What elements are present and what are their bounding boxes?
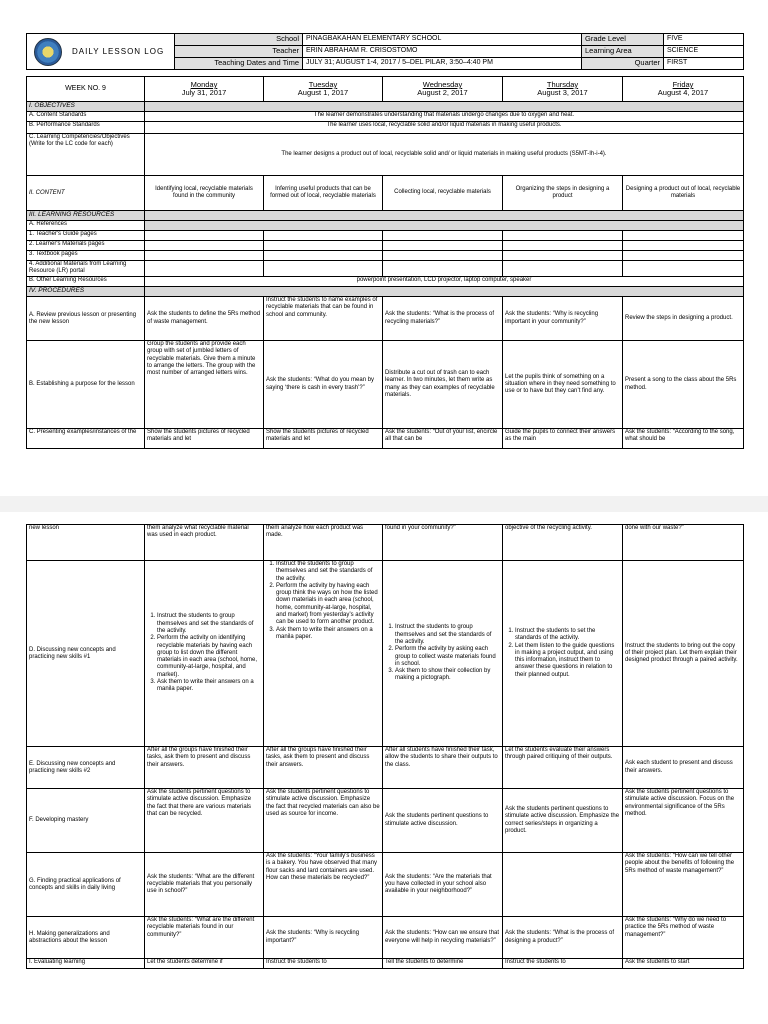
proc-c-mon-p2: them analyze what recyclable material was used in each product. (145, 525, 264, 561)
proc-d-tue-step: 1. Instruct the students to group themselves and set the standards of the activity. (276, 561, 380, 583)
proc-c-label: C. Presenting examples/instances of the (27, 429, 145, 449)
dates-label: Teaching Dates and Time (175, 58, 303, 70)
tb-label: 3. Textbook pages (27, 251, 145, 261)
competencies-label: C. Learning Competencies/Objectives (Write for the LC code for each) (27, 134, 145, 176)
resources-label: III. LEARNING RESOURCES (27, 211, 145, 221)
quarter-label: Quarter (582, 58, 664, 70)
proc-d-mon-step: 1. Instruct the students to group themselves and set the standards of the activity. (157, 613, 261, 635)
procedures-label: IV. PROCEDURES (27, 287, 145, 297)
proc-h-mon: Ask the students: “What are the different recyclable materials found in our community?” (145, 917, 264, 959)
proc-h-label: H. Making generalizations and abstractions about the lesson (27, 917, 145, 959)
day-head-tue: Tuesday August 1, 2017 (264, 77, 383, 102)
proc-d-tue (264, 561, 383, 747)
proc-d-thu-step: 2. Let them listen to the guide questions in making a project output, and using this information, instruct them to answer these questions in relation to their planned output. (515, 643, 620, 679)
proc-b-mon: Group the students and provide each group with set of jumbled letters of recyclable materials. Give them a minute to arrange the letters. The group with the most number of arranged letters wins. (145, 341, 264, 429)
proc-c-tue-p2: them analyze how each product was made. (264, 525, 383, 561)
proc-a-wed: Ask the students: “What is the process of recycling materials?” (383, 297, 503, 341)
proc-d-wed-step: 1. Instruct the students to group themselves and set the standards of the activity. (395, 624, 500, 646)
proc-c-wed-p1: Ask the students: “Out of your list, encircle all that can be (383, 429, 503, 449)
other-resources-label: B. Other Learning Resources (27, 277, 145, 287)
content-mon: Identifying local, recyclable materials found in the community (145, 176, 264, 211)
proc-d-thu (503, 561, 623, 747)
proc-c-tue-p1: Show the students pictures of recycled materials and let (264, 429, 383, 449)
proc-a-label: A. Review previous lesson or presenting the new lesson (27, 297, 145, 341)
page-title: DAILY LESSON LOG (72, 46, 165, 56)
proc-b-wed: Distribute a cut out of trash can to each learner. In two minutes, let them write as many as they can examples of recyclable materials. (383, 341, 503, 429)
day-head-wed: Wednesday August 2, 2017 (383, 77, 503, 102)
grade-label: Grade Level (582, 34, 664, 46)
content-fri: Designing a product out of local, recyclable materials (623, 176, 744, 211)
proc-i-wed: Tell the students to determine (383, 959, 503, 969)
proc-c-label-cont: new lesson (27, 525, 145, 561)
lm-label: 2. Learner's Materials pages (27, 241, 145, 251)
page-2 (0, 512, 768, 1024)
proc-i-thu: Instruct the students to (503, 959, 623, 969)
proc-c-fri-p1: Ask the students: “According to the song, what should be (623, 429, 744, 449)
proc-h-wed: Ask the students: “How can we ensure that everyone will help in recycling materials?” (383, 917, 503, 959)
week-label: WEEK NO. 9 (27, 77, 145, 102)
proc-c-mon-p1: Show the students pictures of recycled materials and let (145, 429, 264, 449)
proc-f-label: F. Developing mastery (27, 789, 145, 853)
school-value: PINAGBAKAHAN ELEMENTARY SCHOOL (303, 34, 582, 46)
quarter-value: FIRST (664, 58, 744, 70)
header-table (26, 33, 744, 70)
page-gap (0, 496, 768, 512)
proc-g-mon: Ask the students: “What are the different recyclable materials that you personally use in school?” (145, 853, 264, 917)
lr-label: 4. Additional Materials from Learning Resource (LR) portal (27, 261, 145, 277)
proc-d-mon-step: 3. Ask them to write their answers on a manila paper. (157, 679, 261, 694)
lesson-table-p2 (26, 524, 744, 969)
logo-cell (27, 34, 175, 70)
proc-d-tue-step: 2. Perform the activity by having each group think the ways on how the listed down materials in each area (school, home, community-at-large, hospital, and market) from yesterday’s activity can be used to form another product. (276, 583, 380, 627)
proc-h-fri: Ask the students: “Why do we need to practice the 5Rs method of waste management?” (623, 917, 744, 959)
school-label: School (175, 34, 303, 46)
proc-c-thu-p1: Guide the pupils to connect their answers as the main (503, 429, 623, 449)
deped-seal-icon (34, 38, 62, 66)
content-standards-value: The learner demonstrates understanding that materials undergo changes due to oxygen and heat. (145, 112, 744, 122)
proc-c-thu-p2: objective of the recycling activity. (503, 525, 623, 561)
performance-standards-label: B. Performance Standards (27, 122, 145, 134)
proc-a-mon: Ask the students to define the 5Rs method of waste management. (145, 297, 264, 341)
proc-f-thu: Ask the students pertinent questions to stimulate active discussion. Emphasize the correct series/steps in organizing a product. (503, 789, 623, 853)
proc-f-wed: Ask the students pertinent questions to stimulate active discussion. (383, 789, 503, 853)
teacher-value: ERIN ABRAHAM R. CRISOSTOMO (303, 46, 582, 58)
objectives-shade (145, 102, 744, 112)
day-head-mon: Monday July 31, 2017 (145, 77, 264, 102)
proc-b-thu: Let the pupils think of something on a situation where in they need something to use or to have but they can’t find any. (503, 341, 623, 429)
proc-c-wed-p2: found in your community?” (383, 525, 503, 561)
proc-e-wed: After all students have finished their task, allow the students to share their outputs to the class. (383, 747, 503, 789)
lesson-table-p1 (26, 76, 744, 449)
proc-d-mon (145, 561, 264, 747)
tg-label: 1. Teacher's Guide pages (27, 231, 145, 241)
resources-shade (145, 211, 744, 221)
proc-h-thu: Ask the students: “What is the process of designing a product?” (503, 917, 623, 959)
proc-b-fri: Present a song to the class about the 5Rs method. (623, 341, 744, 429)
teacher-label: Teacher (175, 46, 303, 58)
proc-i-mon: Let the students determine if (145, 959, 264, 969)
competencies-value: The learner designs a product out of local, recyclable solid and/ or liquid materials in making useful products (S5MT-Ih-i-4). (145, 134, 744, 176)
proc-e-tue: After all the groups have finished their tasks, ask them to present and discuss their answers. (264, 747, 383, 789)
proc-c-fri-p2: done with our waste?” (623, 525, 744, 561)
other-resources-value: powerpoint presentation, LCD projector, laptop computer, speaker (145, 277, 744, 287)
content-thu: Organizing the steps in designing a product (503, 176, 623, 211)
content-wed: Collecting local, recyclable materials (383, 176, 503, 211)
proc-g-thu (503, 853, 623, 917)
proc-e-label: E. Discussing new concepts and practicing new skills #2 (27, 747, 145, 789)
page-1 (0, 0, 768, 496)
proc-f-fri: Ask the students pertinent questions to stimulate active discussion. Focus on the environmental significance of the 5Rs method. (623, 789, 744, 853)
content-label: II. CONTENT (27, 176, 145, 211)
content-tue: Inferring useful products that can be formed out of local, recyclable materials (264, 176, 383, 211)
proc-d-fri: Instruct the students to bring out the copy of their project plan. Let them explain their designed product through a paired activity. (623, 561, 744, 747)
proc-a-fri: Review the steps in designing a product. (623, 297, 744, 341)
proc-d-wed (383, 561, 503, 747)
proc-d-thu-step: 1. Instruct the students to set the standards of the activity. (515, 628, 620, 643)
day-head-fri: Friday August 4, 2017 (623, 77, 744, 102)
proc-d-wed-step: 2. Perform the activity by asking each group to collect waste materials found in school. (395, 646, 500, 668)
area-label: Learning Area (582, 46, 664, 58)
content-standards-label: A. Content Standards (27, 112, 145, 122)
area-value: SCIENCE (664, 46, 744, 58)
proc-d-tue-step: 3. Ask them to write their answers on a manila paper. (276, 627, 380, 642)
performance-standards-value: The learner uses local, recyclable solid and/or liquid materials in making useful products. (145, 122, 744, 134)
proc-a-thu: Ask the students: “Why is recycling important in your community?” (503, 297, 623, 341)
proc-i-tue: Instruct the students to (264, 959, 383, 969)
procedures-shade (145, 287, 744, 297)
proc-b-label: B. Establishing a purpose for the lesson (27, 341, 145, 429)
proc-e-mon: After all the groups have finished their tasks, ask them to present and discuss their answers. (145, 747, 264, 789)
grade-value: FIVE (664, 34, 744, 46)
proc-h-tue: Ask the students: “Why is recycling important?” (264, 917, 383, 959)
proc-e-thu: Let the students evaluate their answers through paired critiquing of their outputs. (503, 747, 623, 789)
proc-d-mon-step: 2. Perform the activity on identifying recyclable materials by having each group to list down the different materials in each area (school, home, community-at-large, hospital, and market). (157, 635, 261, 679)
proc-d-wed-step: 3. Ask them to show their collection by making a pictograph. (395, 668, 500, 683)
proc-d-label: D. Discussing new concepts and practicing new skills #1 (27, 561, 145, 747)
proc-i-label: I. Evaluating learning (27, 959, 145, 969)
day-head-thu: Thursday August 3, 2017 (503, 77, 623, 102)
references-label: A. References (27, 221, 145, 231)
references-shade (145, 221, 744, 231)
proc-f-mon: Ask the students pertinent questions to stimulate active discussion. Emphasize the fact that there are various materials that can be recycled. (145, 789, 264, 853)
proc-i-fri: Ask the students to start (623, 959, 744, 969)
proc-a-tue: Instruct the students to name examples of recyclable materials that can be found in school and community. (264, 297, 383, 341)
proc-g-tue: Ask the students: “Your family’s business is a bakery. You have observed that many flour sacks and lard containers are used. How can these materials be recycled?” (264, 853, 383, 917)
proc-g-wed: Ask the students: “Are the materials that you have collected in your school also available in your neighborhood?” (383, 853, 503, 917)
objectives-label: I. OBJECTIVES (27, 102, 145, 112)
proc-f-tue: Ask the students pertinent questions to stimulate active discussion. Emphasize the fact that recycled materials can also be used as source for income. (264, 789, 383, 853)
proc-b-tue: Ask the students: “What do you mean by saying ‘there is cash in every trash’?” (264, 341, 383, 429)
dates-value: JULY 31; AUGUST 1-4, 2017 / 5–DEL PILAR, 3:50–4:40 PM (303, 58, 582, 70)
proc-g-fri: Ask the students: “How can we tell other people about the benefits of following the 5Rs method of waste management?” (623, 853, 744, 917)
proc-e-fri: Ask each student to present and discuss their answers. (623, 747, 744, 789)
proc-g-label: G. Finding practical applications of concepts and skills in daily living (27, 853, 145, 917)
